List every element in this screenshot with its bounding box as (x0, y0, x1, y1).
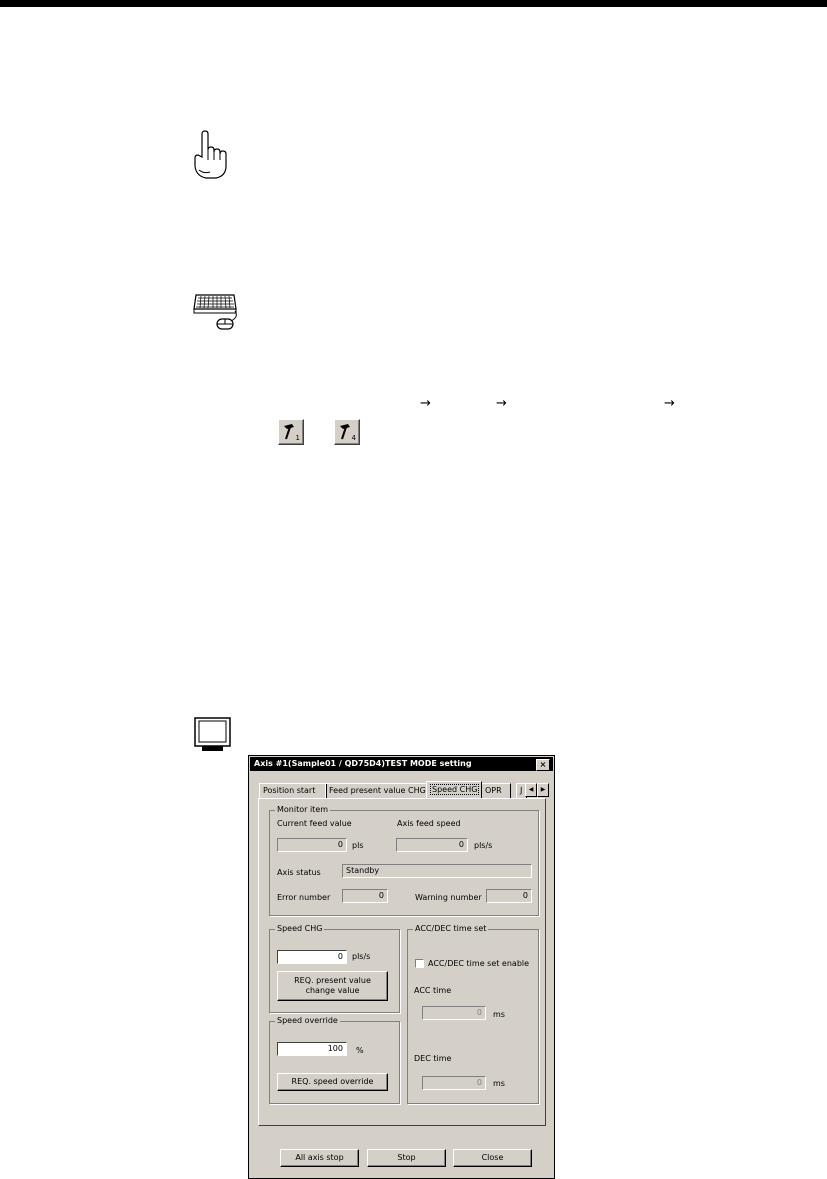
tab-feed-present-value-chg[interactable]: Feed present value CHG (325, 783, 429, 798)
acc-time-value: 0 (422, 1006, 486, 1020)
stop-button[interactable]: Stop (367, 1149, 446, 1167)
tab-opr[interactable]: OPR (481, 783, 511, 798)
error-number-label: Error number (277, 893, 331, 902)
acc-dec-enable-checkbox[interactable] (415, 959, 424, 968)
acc-time-unit: ms (493, 1010, 505, 1019)
dec-time-unit: ms (493, 1079, 505, 1088)
top-rule (0, 0, 827, 7)
speed-override-group (269, 1016, 400, 1104)
keyboard-mouse-icon (193, 293, 241, 331)
acc-dec-time-set-label: ACC/DEC time set (415, 924, 487, 933)
error-number-value: 0 (342, 889, 388, 903)
monitor-item-group (269, 805, 539, 916)
arrow-2: → (496, 396, 507, 411)
axis-status-value: Standby (342, 864, 532, 878)
speed-chg-label: Speed CHG (277, 924, 323, 933)
acc-dec-enable-label: ACC/DEC time set enable (428, 959, 530, 968)
dialog-title: Axis #1(Sample01 / QD75D4)TEST MODE setting (254, 759, 472, 768)
axis-feed-speed-value: 0 (396, 838, 468, 852)
speed-override-input[interactable]: 100 (277, 1042, 347, 1056)
pointing-hand-icon (190, 130, 230, 182)
tab-scroll-right-icon[interactable]: ▶ (537, 783, 549, 797)
acc-dec-time-set-group (407, 924, 539, 1104)
arrow-3: → (664, 396, 675, 411)
dec-time-label: DEC time (414, 1054, 452, 1063)
axis-feed-speed-unit: pls/s (474, 841, 493, 850)
hammer-1-digit: 1 (295, 434, 300, 442)
speed-chg-input[interactable]: 0 (277, 950, 347, 964)
close-button[interactable]: Close (453, 1149, 532, 1167)
hammer-4-button[interactable] (334, 419, 360, 445)
speed-override-label: Speed override (277, 1016, 338, 1025)
monitor-item-label: Monitor item (277, 805, 329, 814)
warning-number-label: Warning number (415, 893, 482, 902)
monitor-icon (193, 717, 233, 753)
speed-chg-panel (258, 798, 546, 1126)
speed-chg-unit: pls/s (352, 952, 371, 961)
tab-speed-chg[interactable]: Speed CHG (426, 781, 482, 798)
hammer-1-button[interactable] (278, 419, 304, 445)
tab-scroll-left-icon[interactable]: ◀ (525, 783, 537, 797)
current-feed-value: 0 (277, 838, 347, 852)
current-feed-label: Current feed value (277, 819, 352, 828)
tab-position-start[interactable]: Position start (259, 783, 327, 798)
dialog-title-bar[interactable] (250, 757, 553, 771)
test-mode-dialog (248, 755, 555, 1179)
all-axis-stop-button[interactable]: All axis stop (280, 1149, 359, 1167)
dec-time-value: 0 (422, 1076, 486, 1090)
speed-chg-group (269, 924, 400, 1013)
speed-override-unit: % (356, 1046, 364, 1055)
axis-status-label: Axis status (277, 868, 321, 877)
warning-number-value: 0 (486, 889, 532, 903)
axis-feed-speed-label: Axis feed speed (397, 819, 461, 828)
req-present-value-change-button[interactable]: REQ. present value change value (277, 971, 388, 1001)
acc-time-label: ACC time (414, 986, 452, 995)
arrow-1: → (420, 396, 431, 411)
current-feed-unit: pls (352, 841, 364, 850)
tab-partial[interactable]: J (516, 783, 527, 798)
req-speed-override-button[interactable]: REQ. speed override (277, 1073, 388, 1091)
hammer-4-digit: 4 (351, 434, 356, 442)
close-icon[interactable]: × (536, 759, 550, 771)
